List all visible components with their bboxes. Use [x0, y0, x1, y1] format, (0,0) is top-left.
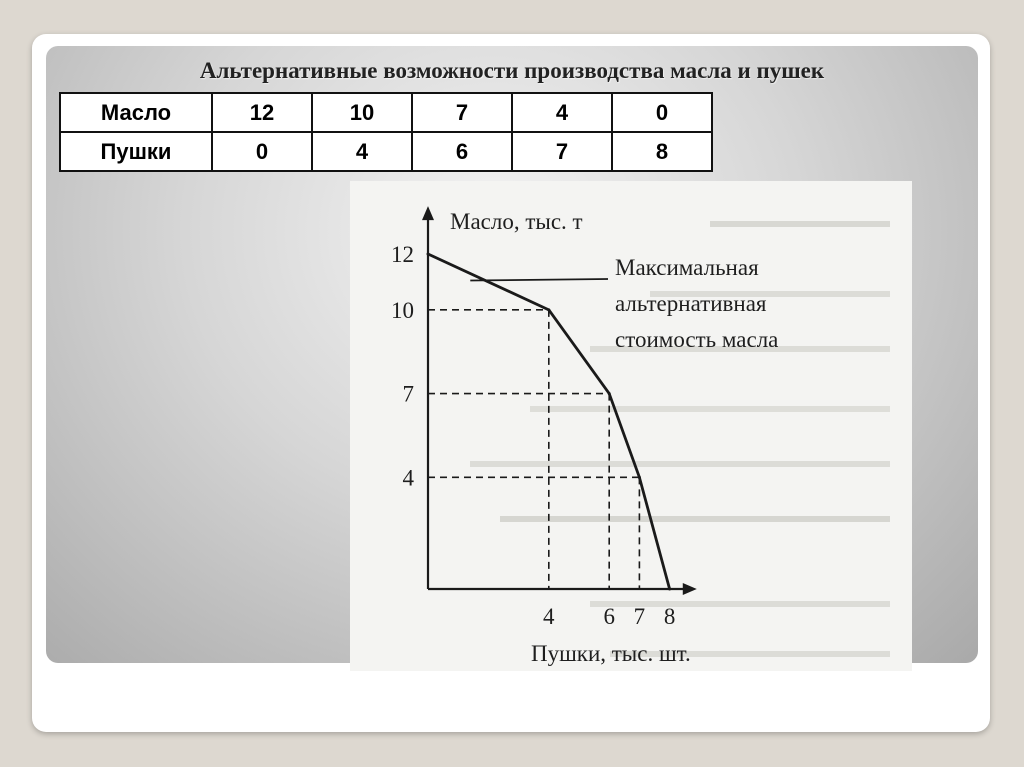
- y-tick-label: 10: [391, 297, 414, 323]
- table-cell: 0: [612, 93, 712, 132]
- x-axis-arrow: [683, 583, 697, 595]
- table-cell: 8: [612, 132, 712, 171]
- y-tick-label: 4: [402, 465, 414, 491]
- data-table: [59, 92, 713, 172]
- table-cell: 4: [512, 93, 612, 132]
- data-point: [668, 588, 671, 591]
- y-tick-label: 7: [402, 381, 414, 407]
- annotation-text: альтернативная: [615, 291, 767, 316]
- table-row: [60, 93, 712, 132]
- data-point: [547, 308, 550, 311]
- x-tick-label: 8: [663, 604, 676, 629]
- y-axis-label: Масло, тыс. т: [450, 209, 583, 234]
- row-header: Пушки: [60, 132, 212, 171]
- table-row: [60, 132, 712, 171]
- table-cell: 6: [412, 132, 512, 171]
- ppf-chart: [350, 181, 912, 671]
- data-point: [608, 392, 611, 395]
- slide-title: Альтернативные возможности производства масла и пушек: [199, 58, 825, 83]
- table-cell: 0: [212, 132, 312, 171]
- annotation-text: Максимальная: [615, 255, 759, 280]
- x-axis-label: Пушки, тыс. шт.: [530, 641, 691, 666]
- y-axis-arrow: [422, 206, 434, 220]
- table-cell: 4: [312, 132, 412, 171]
- row-header: Масло: [60, 93, 212, 132]
- data-point: [638, 476, 641, 479]
- y-tick-label: 12: [391, 242, 414, 267]
- table-cell: 12: [212, 93, 312, 132]
- background-texture: [470, 221, 890, 657]
- table-cell: 7: [412, 93, 512, 132]
- annotation-text: стоимость масла: [615, 327, 779, 352]
- data-point: [427, 253, 430, 256]
- x-tick-label: 7: [633, 604, 646, 629]
- chart-image: [350, 181, 912, 671]
- x-tick-label: 4: [543, 604, 555, 629]
- annotation-leader: [470, 279, 608, 281]
- table-cell: 7: [512, 132, 612, 171]
- x-tick-label: 6: [603, 604, 615, 629]
- table-cell: 10: [312, 93, 412, 132]
